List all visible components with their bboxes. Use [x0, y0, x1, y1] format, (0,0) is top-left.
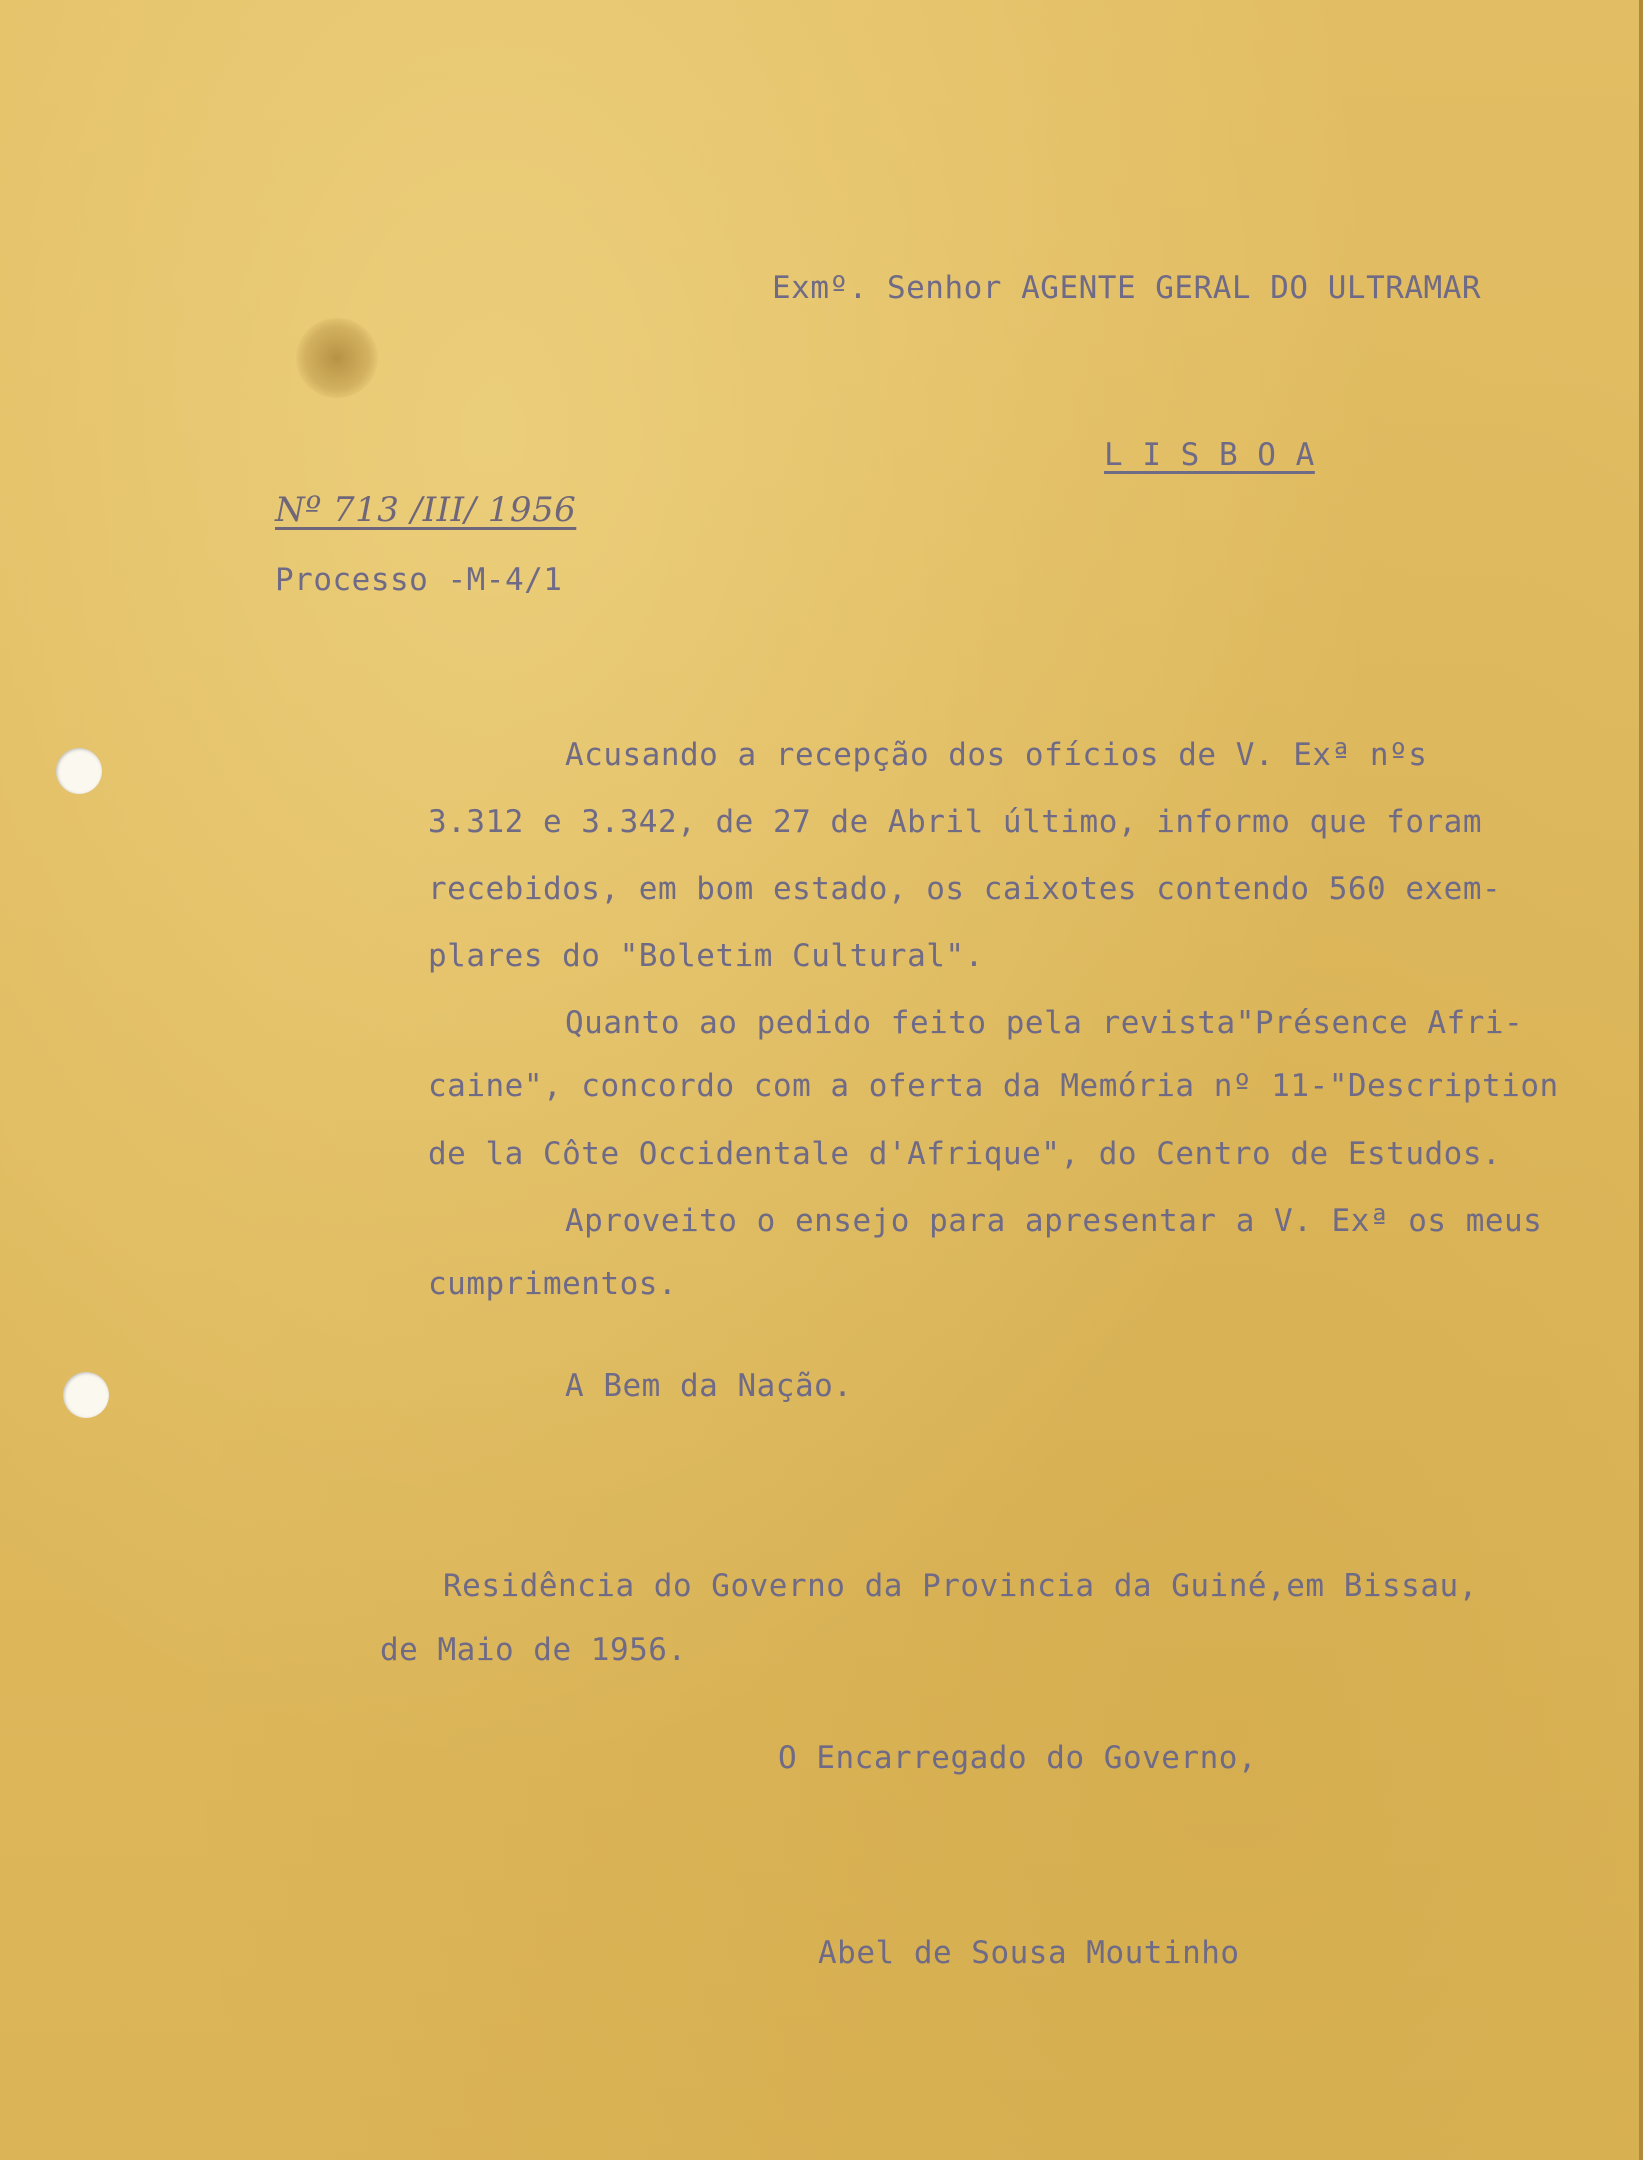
punch-hole-bottom — [63, 1372, 109, 1418]
body-line: caine", concordo com a oferta da Memória nº 11-"Description — [428, 1068, 1559, 1104]
page-edge — [1639, 0, 1643, 2160]
body-line: Aproveito o ensejo para apresentar a V. Exª os meus — [565, 1203, 1543, 1239]
body-line: Quanto ao pedido feito pela revista"Présence Afri- — [565, 1005, 1524, 1041]
signatory-title: O Encarregado do Governo, — [778, 1740, 1258, 1776]
body-line: plares do "Boletim Cultural". — [428, 938, 984, 974]
date-line: de Maio de 1956. — [380, 1632, 687, 1668]
addressee-line: Exmº. Senhor AGENTE GERAL DO ULTRAMAR — [772, 270, 1482, 306]
place-line: Residência do Governo da Provincia da Guiné,em Bissau, — [443, 1568, 1478, 1604]
salutation: A Bem da Nação. — [565, 1368, 853, 1404]
body-line: Acusando a recepção dos ofícios de V. Exª nºs — [565, 737, 1428, 773]
body-line: cumprimentos. — [428, 1266, 678, 1302]
punch-hole-top — [56, 748, 102, 794]
body-line: de la Côte Occidentale d'Afrique", do Centro de Estudos. — [428, 1136, 1502, 1172]
body-line: 3.312 e 3.342, de 27 de Abril último, informo que foram — [428, 804, 1482, 840]
signatory-name: Abel de Sousa Moutinho — [818, 1935, 1240, 1971]
body-line: recebidos, em bom estado, os caixotes contendo 560 exem- — [428, 871, 1502, 907]
process-reference: Processo -M-4/1 — [275, 562, 563, 598]
reference-number: Nº 713 /III/ 1956 — [275, 490, 577, 530]
city-line: L I S B O A — [1104, 437, 1315, 473]
stain-mark — [296, 318, 378, 398]
